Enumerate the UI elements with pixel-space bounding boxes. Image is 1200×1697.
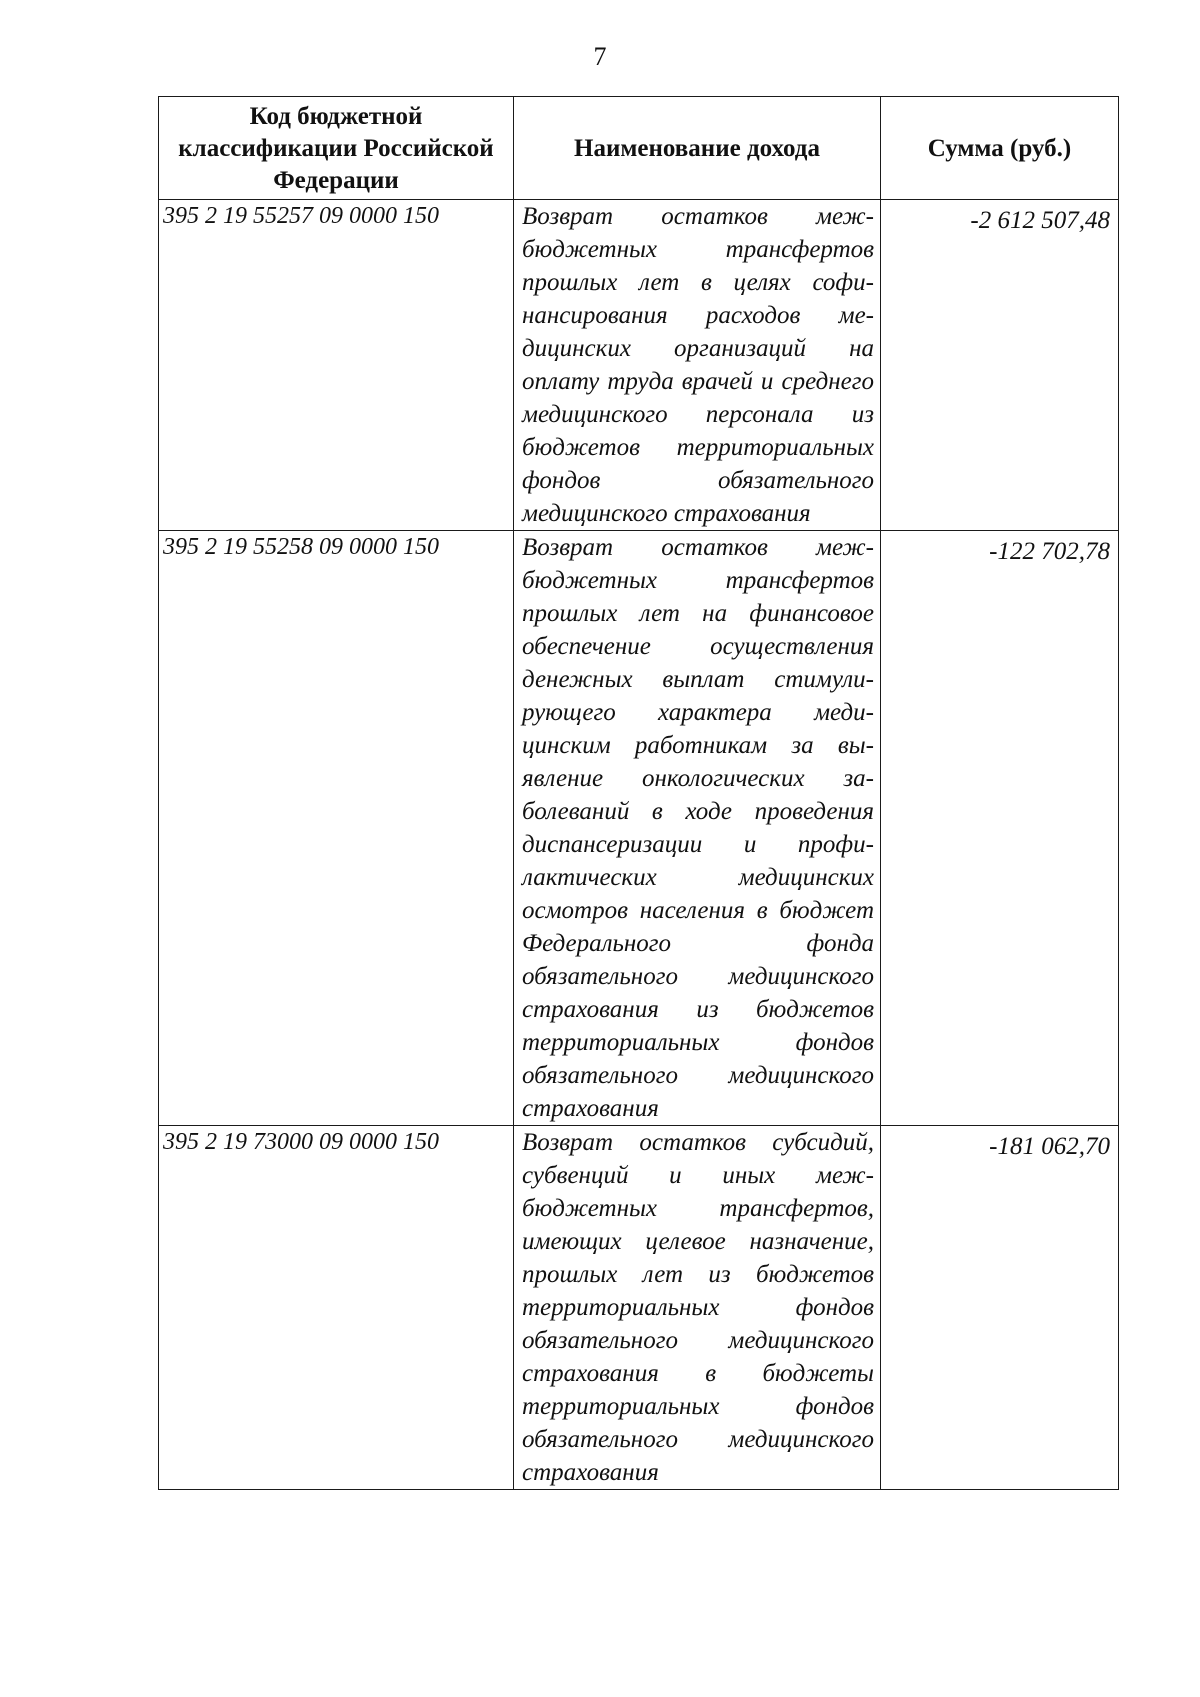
table-header-row	[159, 97, 1119, 200]
revenue-table	[158, 96, 1119, 1490]
revenue-name-cell: Возврат остатков субсидий, субвенций и иных межбюджетных трансфертов, имеющих целевое назначение, прошлых лет из бюджетов территориальных фондов обязательного медицинского страхования в бюджеты территориальных фондов обязательного медицинского страхования	[514, 1126, 881, 1490]
header-code: Код бюджетной классификации Российской Федерации	[159, 97, 514, 200]
amount-cell: -181 062,70	[881, 1126, 1119, 1490]
revenue-name-cell: Возврат остатков межбюджетных трансфертов прошлых лет на финансовое обеспечение осуществления денежных выплат стимулирующего характера медицинским работникам за выявление онкологических заболеваний в ходе проведения диспансеризации и профилактических медицинских осмотров населения в бюджет Федерального фонда обязательного медицинского страхования из бюджетов территориальных фондов обязательного медицинского страхования	[514, 531, 881, 1126]
budget-code-cell: 395 2 19 55257 09 0000 150	[159, 200, 514, 531]
table-row	[159, 531, 1119, 1126]
table-row	[159, 1126, 1119, 1490]
budget-code-cell: 395 2 19 55258 09 0000 150	[159, 531, 514, 1126]
amount-cell: -122 702,78	[881, 531, 1119, 1126]
header-name: Наименование дохода	[514, 97, 881, 200]
header-sum: Сумма (руб.)	[881, 97, 1119, 200]
table-row	[159, 200, 1119, 531]
amount-cell: -2 612 507,48	[881, 200, 1119, 531]
page-number: 7	[593, 42, 607, 71]
revenue-name-cell: Возврат остатков межбюджетных трансфертов прошлых лет в целях софинансирования расходов медицинских организаций на оплату труда врачей и среднего медицинского персонала из бюджетов территориальных фондов обязательного медицинского страхования	[514, 200, 881, 531]
budget-code-cell: 395 2 19 73000 09 0000 150	[159, 1126, 514, 1490]
